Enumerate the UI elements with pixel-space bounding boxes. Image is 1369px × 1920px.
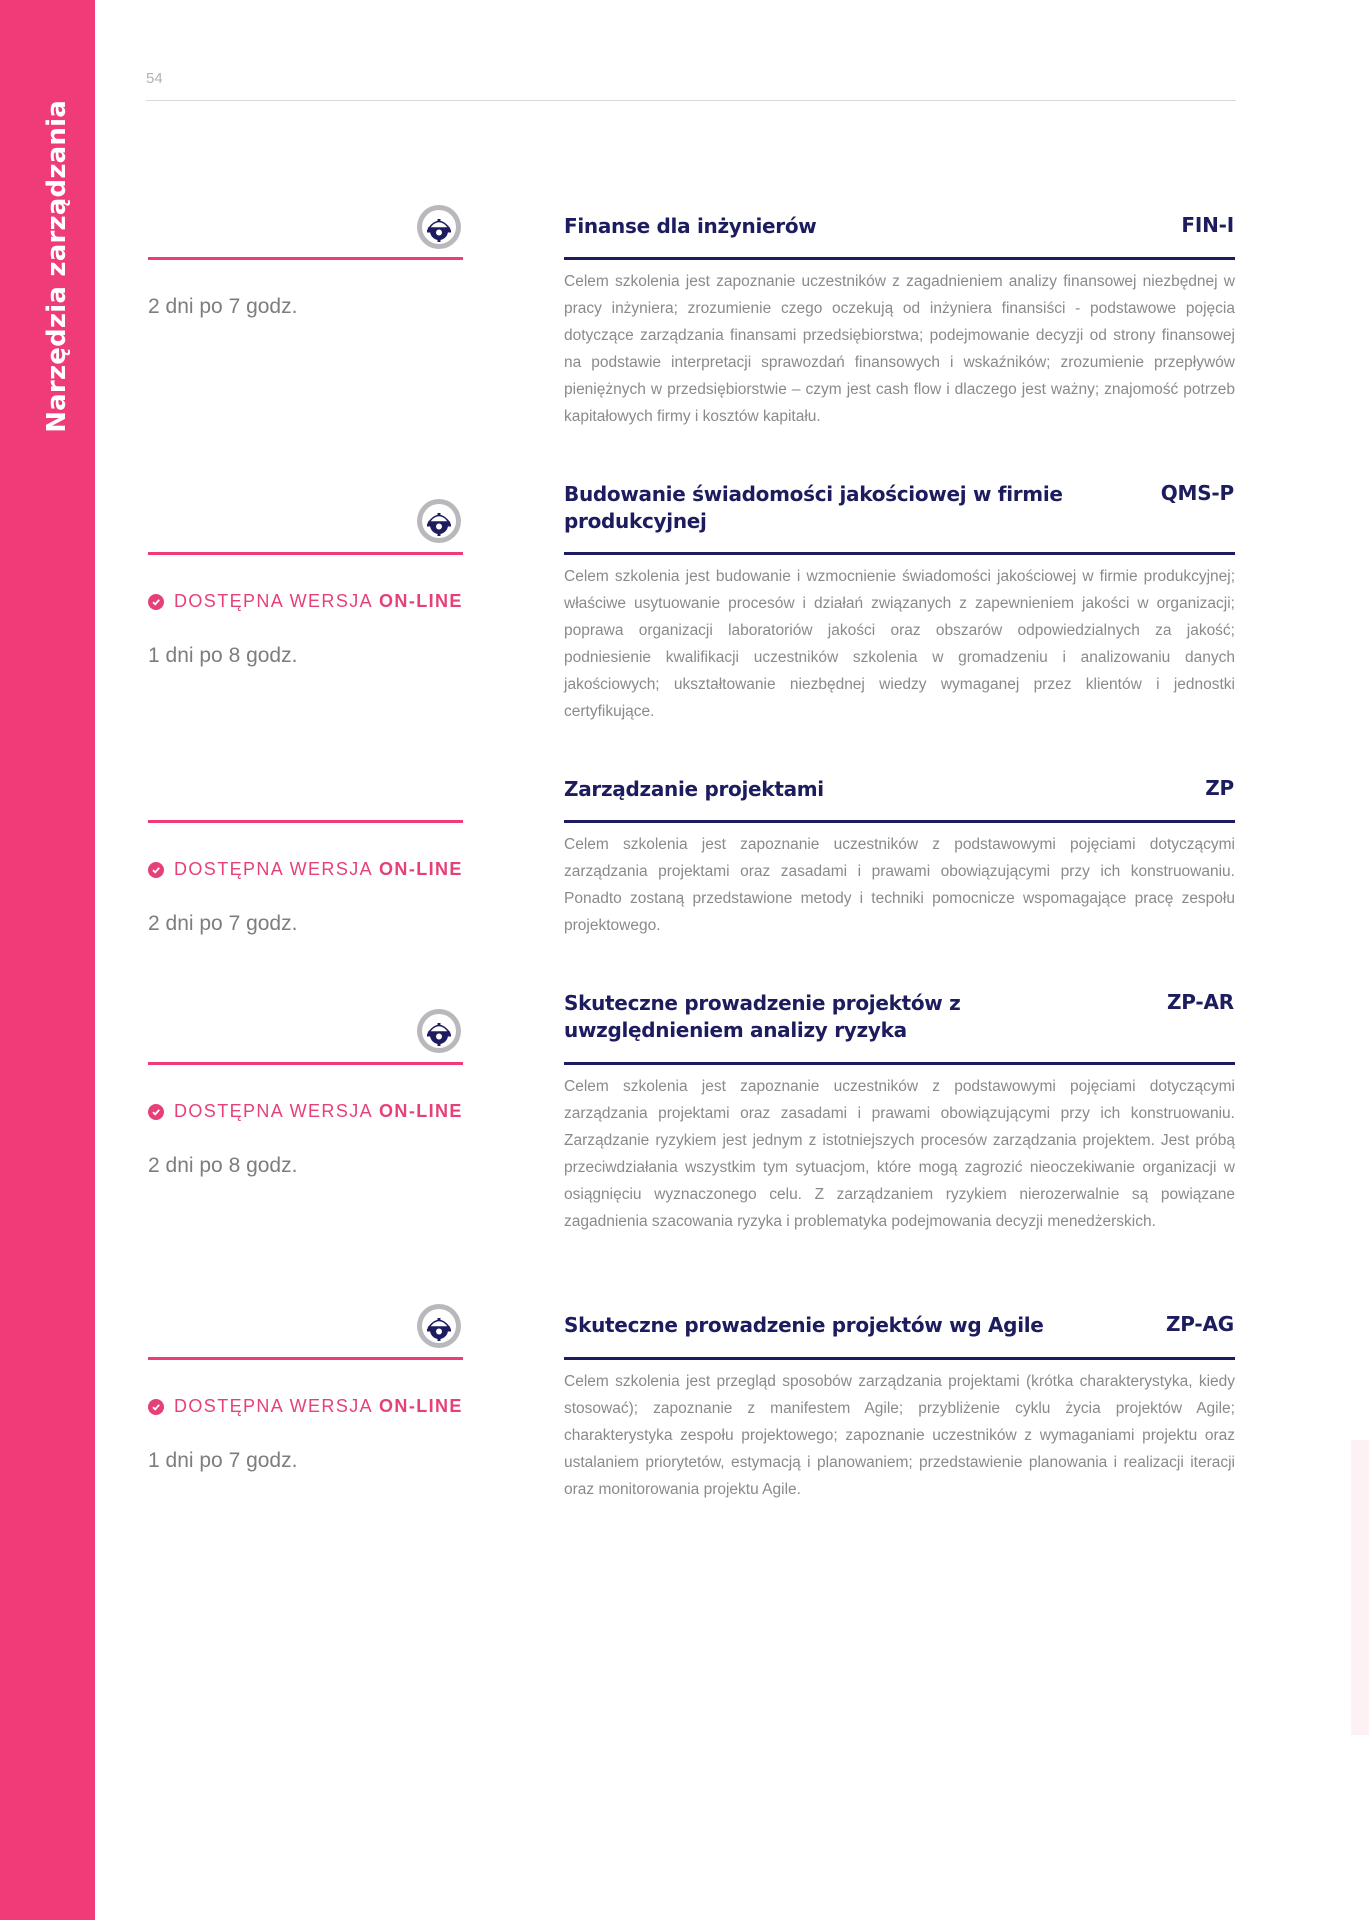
course-duration: 2 dni po 8 godz.: [148, 1154, 298, 1177]
online-label-highlight: ON-LINE: [379, 1396, 463, 1416]
engineer-helmet-gear-icon: [417, 1304, 461, 1348]
course-duration: 2 dni po 7 godz.: [148, 912, 298, 935]
online-label-prefix: DOSTĘPNA WERSJA: [174, 591, 374, 611]
course-left-divider: [148, 257, 463, 260]
course-right-divider: [564, 552, 1235, 555]
check-circle-icon: [148, 594, 164, 610]
online-availability-badge: [148, 1396, 463, 1417]
online-availability-badge: [148, 591, 463, 612]
course-right-divider: [564, 257, 1235, 260]
course-description: Celem szkolenia jest zapoznanie uczestników z podstawowymi pojęciami dotyczącymi zarządzania projektami oraz zasadami i prawami obowiązującymi przy ich konstruowaniu. Zarządzanie ryzykiem jest jednym z istotniejszych procesów zarządzania projektem. Jest próbą przeciwdziałania wszystkim tym sytuacjom, które mogą zagrozić nieoczekiwanie organizacji w osiągnięciu wyznaczonego celu. Z zarządzaniem ryzykiem nierozerwalnie są powiązane zagadnienia szacowania ryzyka i problematyka podejmowania decyzji menedżerskich.: [564, 1078, 1235, 1230]
online-availability-badge: [148, 859, 463, 880]
online-availability-badge: [148, 1101, 463, 1122]
online-label-prefix: DOSTĘPNA WERSJA: [174, 859, 374, 879]
engineer-helmet-gear-icon: [417, 1009, 461, 1053]
course-code: QMS-P: [1160, 481, 1234, 505]
course-right-divider: [564, 1357, 1235, 1360]
online-label-highlight: ON-LINE: [379, 1101, 463, 1121]
engineer-helmet-gear-icon: [417, 205, 461, 249]
course-left-divider: [148, 552, 463, 555]
header-divider: [146, 100, 1236, 101]
online-label-highlight: ON-LINE: [379, 859, 463, 879]
online-label-highlight: ON-LINE: [379, 591, 463, 611]
course-title: Zarządzanie projektami: [564, 777, 824, 801]
course-right-divider: [564, 1062, 1235, 1065]
course-left-divider: [148, 1062, 463, 1065]
online-label-prefix: DOSTĘPNA WERSJA: [174, 1101, 374, 1121]
course-title: Skuteczne prowadzenie projektów z uwzględnieniem analizy ryzyka: [564, 991, 961, 1042]
online-label-prefix: DOSTĘPNA WERSJA: [174, 1396, 374, 1416]
course-title: Budowanie świadomości jakościowej w firmie produkcyjnej: [564, 482, 1063, 533]
course-description: Celem szkolenia jest budowanie i wzmocnienie świadomości jakościowej w firmie produkcyjnej; właściwe usytuowanie procesów i działań związanych z zapewnieniem jakości w organizacji; poprawa organizacji laboratoriów jakości oraz obszarów odpowiedzialnych za jakość; podniesienie kwalifikacji uczestników szkolenia w gromadzeniu i analizowaniu danych jakościowych; ukształtowanie niezbędnej wiedzy wymaganej przez klientów i jednostki certyfikujące.: [564, 568, 1235, 720]
section-title: Narzędzia zarządzania: [42, 100, 72, 433]
course-code: ZP-AG: [1165, 1312, 1234, 1336]
check-circle-icon: [148, 1399, 164, 1415]
course-description: Celem szkolenia jest przegląd sposobów zarządzania projektami (krótka charakterystyka, kiedy stosować); zapoznanie z manifestem Agile; przybliżenie cyklu życia projektów Agile; charakterystyka zespołu projektowego; zapoznanie uczestników z wymaganiami projektu oraz ustalaniem priorytetów, estymacją i planowaniem; przedstawienie planowania i realizacji iteracji oraz monitorowania projektu Agile.: [564, 1373, 1235, 1498]
course-code: FIN-I: [1181, 213, 1234, 237]
check-circle-icon: [148, 862, 164, 878]
course-description: Celem szkolenia jest zapoznanie uczestników z zagadnieniem analizy finansowej niezbędnej w pracy inżyniera; zrozumienie czego oczekują od inżyniera finansiści - podstawowe pojęcia dotyczące zarządzania finansami przedsiębiorstwa; podejmowanie decyzji od strony finansowej na podstawie interpretacji sprawozdań finansowych i wskaźników; zrozumienie przepływów pieniężnych w przedsiębiorstwie – czym jest cash flow i dlaczego jest ważny; znajomość potrzeb kapitałowych firmy i kosztów kapitału.: [564, 273, 1235, 425]
course-code: ZP-AR: [1167, 990, 1234, 1014]
check-circle-icon: [148, 1104, 164, 1120]
course-right-divider: [564, 820, 1235, 823]
course-title: Skuteczne prowadzenie projektów wg Agile: [564, 1313, 1044, 1337]
course-duration: 1 dni po 8 godz.: [148, 644, 298, 667]
course-description: Celem szkolenia jest zapoznanie uczestników z podstawowymi pojęciami dotyczącymi zarządzania projektami oraz zasadami i prawami obowiązującymi przy ich konstruowaniu. Ponadto zostaną przedstawione metody i techniki pomocnicze wspomagające pracę zespołu projektowego.: [564, 836, 1235, 934]
course-duration: 2 dni po 7 godz.: [148, 295, 298, 318]
course-title: Finanse dla inżynierów: [564, 214, 817, 238]
course-duration: 1 dni po 7 godz.: [148, 1449, 298, 1472]
course-code: ZP: [1205, 776, 1234, 800]
page-edge-accent: [1351, 1440, 1369, 1735]
page-number: 54: [146, 70, 163, 87]
course-left-divider: [148, 820, 463, 823]
course-left-divider: [148, 1357, 463, 1360]
engineer-helmet-gear-icon: [417, 499, 461, 543]
